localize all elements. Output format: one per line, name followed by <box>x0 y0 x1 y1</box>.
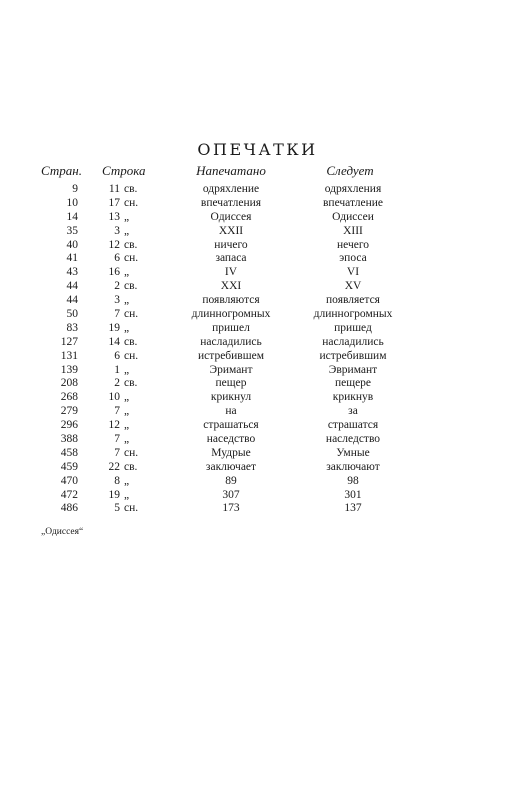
cell-printed: 307 <box>222 488 240 501</box>
cell-correct: эпоса <box>339 252 367 265</box>
cell-line: 8 <box>114 474 120 487</box>
errata-table <box>0 183 515 516</box>
cell-position: „ <box>124 210 130 223</box>
cell-page: 50 <box>66 308 78 321</box>
cell-correct: XV <box>344 280 362 293</box>
table-row <box>0 433 515 447</box>
cell-printed: XXII <box>218 224 244 237</box>
cell-position: сн. <box>124 446 139 459</box>
table-row <box>0 475 515 489</box>
cell-position: св. <box>124 183 138 195</box>
cell-position: сн. <box>124 502 139 515</box>
cell-printed: Эримант <box>209 363 253 376</box>
table-row <box>0 391 515 405</box>
cell-printed: 89 <box>225 474 237 487</box>
table-row <box>0 322 515 336</box>
cell-correct: истребившим <box>319 349 387 362</box>
cell-position: „ <box>124 224 130 237</box>
cell-correct: за <box>348 405 358 418</box>
cell-line: 7 <box>114 446 120 459</box>
cell-correct: страшатся <box>327 419 379 432</box>
cell-printed: длинногромных <box>191 308 271 321</box>
cell-printed: впечатления <box>200 196 262 209</box>
cell-correct: 137 <box>344 502 362 515</box>
cell-correct: одряхления <box>324 183 382 195</box>
cell-position: сн. <box>124 349 139 362</box>
cell-correct: наследство <box>325 433 381 446</box>
cell-position: св. <box>124 280 138 293</box>
table-row <box>0 405 515 419</box>
cell-page: 44 <box>66 280 78 293</box>
table-row <box>0 266 515 280</box>
cell-line: 10 <box>108 391 120 404</box>
cell-line: 22 <box>108 460 120 473</box>
cell-position: „ <box>124 266 130 279</box>
cell-line: 16 <box>108 266 120 279</box>
header-page: Стран. <box>41 163 82 178</box>
cell-printed: одряхление <box>202 183 260 195</box>
cell-page: 9 <box>72 183 78 195</box>
cell-line: 2 <box>114 377 120 390</box>
header-correct: Следует <box>326 163 374 178</box>
cell-page: 14 <box>66 210 78 223</box>
cell-page: 470 <box>60 474 78 487</box>
cell-position: „ <box>124 433 130 446</box>
table-row <box>0 183 515 197</box>
cell-page: 472 <box>60 488 78 501</box>
cell-correct: Умные <box>336 446 370 459</box>
cell-printed: 173 <box>222 502 240 515</box>
cell-printed: появляются <box>202 294 260 307</box>
cell-line: 14 <box>108 335 120 348</box>
table-row <box>0 419 515 433</box>
cell-position: „ <box>124 488 130 501</box>
cell-correct: заключают <box>326 460 380 473</box>
cell-line: 11 <box>108 183 120 195</box>
cell-correct: впечатление <box>323 196 383 209</box>
cell-correct: Эвримант <box>328 363 378 376</box>
cell-printed: ничего <box>214 238 248 251</box>
table-row <box>0 364 515 378</box>
cell-correct: пришед <box>334 321 372 334</box>
cell-printed: IV <box>224 266 238 279</box>
cell-printed: XXI <box>220 280 242 293</box>
cell-position: св. <box>124 238 138 251</box>
table-row <box>0 252 515 266</box>
cell-position: св. <box>124 335 138 348</box>
cell-line: 1 <box>114 363 120 376</box>
cell-printed: пришел <box>212 321 250 334</box>
cell-correct: Одиссеи <box>332 210 374 223</box>
cell-line: 17 <box>108 196 120 209</box>
cell-correct: появляется <box>326 294 380 307</box>
cell-printed: наседство <box>206 433 256 446</box>
cell-correct: нечего <box>336 238 370 251</box>
cell-printed: насладились <box>200 335 262 348</box>
cell-line: 12 <box>108 238 120 251</box>
cell-correct: XIII <box>343 224 363 237</box>
cell-page: 458 <box>60 446 78 459</box>
cell-page: 459 <box>60 460 78 473</box>
cell-page: 40 <box>66 238 78 251</box>
cell-page: 388 <box>60 433 78 446</box>
cell-printed: Мудрые <box>211 446 251 459</box>
cell-printed: на <box>225 405 237 418</box>
table-row <box>0 336 515 350</box>
cell-position: „ <box>124 419 130 432</box>
cell-page: 44 <box>66 294 78 307</box>
cell-page: 486 <box>60 502 78 515</box>
cell-position: св. <box>124 460 138 473</box>
cell-line: 2 <box>114 280 120 293</box>
cell-line: 3 <box>114 294 120 307</box>
cell-printed: Одиссея <box>210 210 252 223</box>
table-row <box>0 308 515 322</box>
cell-page: 279 <box>60 405 78 418</box>
table-row <box>0 502 515 516</box>
cell-position: „ <box>124 363 130 376</box>
cell-printed: истребившем <box>198 349 264 362</box>
cell-line: 12 <box>108 419 120 432</box>
cell-printed: крикнул <box>210 391 252 404</box>
cell-position: „ <box>124 294 130 307</box>
cell-printed: страшаться <box>203 419 259 432</box>
cell-line: 3 <box>114 224 120 237</box>
cell-line: 7 <box>114 308 120 321</box>
table-row <box>0 197 515 211</box>
cell-position: „ <box>124 391 130 404</box>
cell-page: 296 <box>60 419 78 432</box>
table-row <box>0 239 515 253</box>
footer-signature: „Одиссея“ <box>41 527 84 537</box>
table-row <box>0 461 515 475</box>
cell-line: 7 <box>114 405 120 418</box>
cell-position: сн. <box>124 308 139 321</box>
cell-page: 83 <box>66 321 78 334</box>
cell-position: св. <box>124 377 138 390</box>
cell-page: 139 <box>60 363 78 376</box>
cell-page: 127 <box>60 335 78 348</box>
cell-position: сн. <box>124 252 139 265</box>
table-row <box>0 280 515 294</box>
cell-correct: VI <box>346 266 360 279</box>
cell-page: 208 <box>60 377 78 390</box>
cell-page: 268 <box>60 391 78 404</box>
cell-correct: 301 <box>344 488 362 501</box>
cell-position: сн. <box>124 196 139 209</box>
cell-line: 19 <box>108 321 120 334</box>
cell-line: 19 <box>108 488 120 501</box>
cell-line: 6 <box>114 252 120 265</box>
table-row <box>0 447 515 461</box>
table-row <box>0 211 515 225</box>
cell-line: 13 <box>108 210 120 223</box>
cell-position: „ <box>124 474 130 487</box>
cell-correct: пещере <box>334 377 372 390</box>
cell-correct: длинногромных <box>313 308 393 321</box>
cell-page: 43 <box>66 266 78 279</box>
cell-line: 6 <box>114 349 120 362</box>
table-row <box>0 350 515 364</box>
cell-page: 10 <box>66 196 78 209</box>
table-row <box>0 377 515 391</box>
cell-line: 5 <box>114 502 120 515</box>
header-printed: Напечатано <box>196 163 266 178</box>
table-row <box>0 225 515 239</box>
cell-position: „ <box>124 405 130 418</box>
cell-printed: заключает <box>205 460 257 473</box>
cell-printed: пещер <box>215 377 247 390</box>
cell-page: 41 <box>66 252 78 265</box>
cell-correct: насладились <box>322 335 384 348</box>
table-row <box>0 294 515 308</box>
header-line: Строка <box>102 163 146 178</box>
cell-correct: крикнув <box>332 391 374 404</box>
table-row <box>0 489 515 503</box>
cell-page: 131 <box>60 349 78 362</box>
cell-page: 35 <box>66 224 78 237</box>
cell-line: 7 <box>114 433 120 446</box>
page-title: ОПЕЧАТКИ <box>197 140 318 159</box>
cell-position: „ <box>124 321 130 334</box>
cell-correct: 98 <box>347 474 359 487</box>
cell-printed: запаса <box>215 252 247 265</box>
